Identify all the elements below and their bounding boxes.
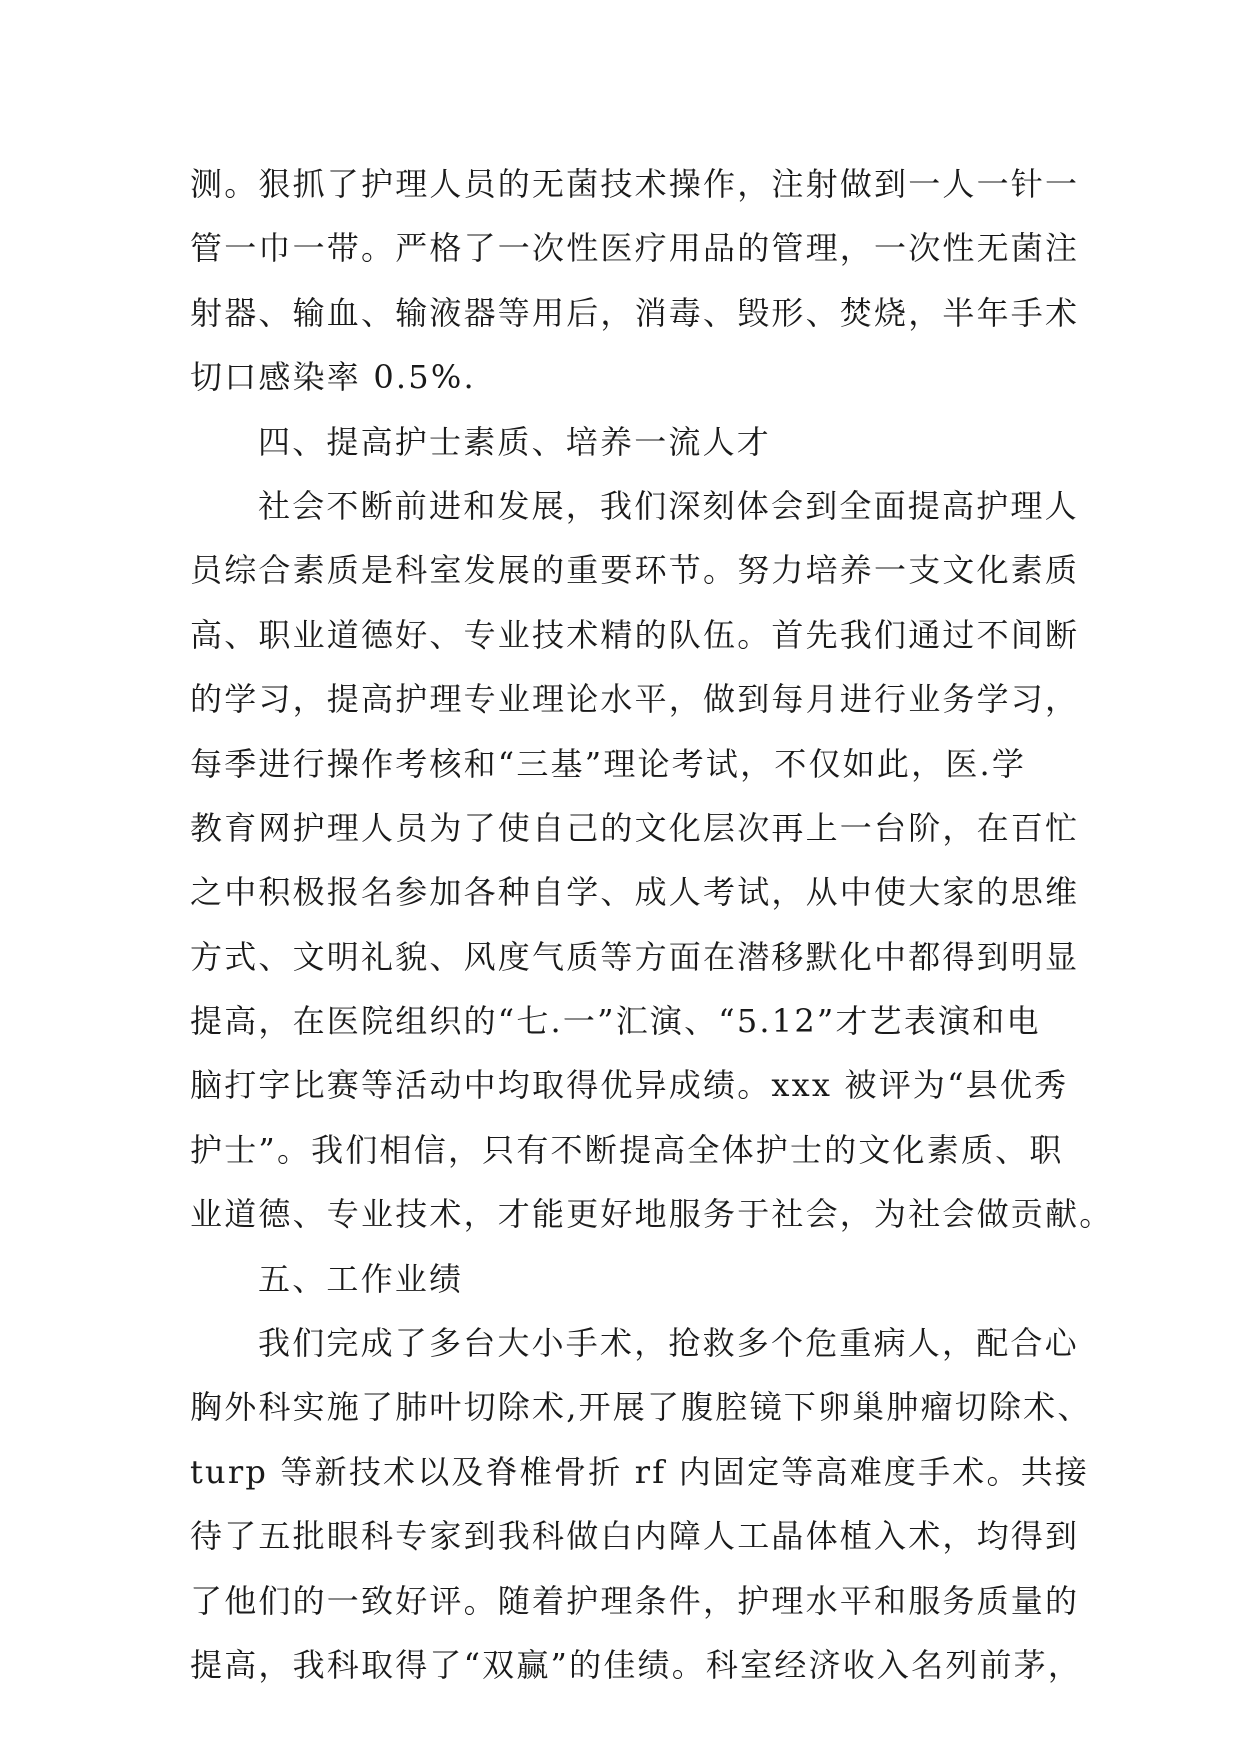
text-line: 的学习，提高护理专业理论水平，做到每月进行业务学习，: [190, 680, 1080, 719]
text-line: 提高，在医院组织的“七.一”汇演、“5.12”才艺表演和电: [190, 1002, 1041, 1041]
text-line: turp 等新技术以及脊椎骨折 rf 内固定等高难度手术。共接: [190, 1452, 1090, 1491]
text-line: 之中积极报名参加各种自学、成人考试，从中使大家的思维: [190, 873, 1080, 912]
text-line: 高、职业道德好、专业技术精的队伍。首先我们通过不间断: [190, 615, 1080, 654]
text-line: 四、提高护士素质、培养一流人才: [258, 422, 772, 461]
text-line: 每季进行操作考核和“三基”理论考试，不仅如此，医.学: [190, 744, 1027, 783]
text-line: 测。狠抓了护理人员的无菌技术操作，注射做到一人一针一: [190, 165, 1080, 203]
text-line: 五、工作业绩: [258, 1259, 464, 1298]
text-line: 业道德、专业技术，才能更好地服务于社会，为社会做贡献。: [190, 1195, 1114, 1234]
text-line: 待了五批眼科专家到我科做白内障人工晶体植入术，均得到: [190, 1517, 1080, 1556]
text-line: 脑打字比赛等活动中均取得优异成绩。xxx 被评为“县优秀: [190, 1066, 1069, 1105]
text-line: 管一巾一带。严格了一次性医疗用品的管理，一次性无菌注: [190, 229, 1080, 268]
text-line: 方式、文明礼貌、风度气质等方面在潜移默化中都得到明显: [190, 937, 1080, 976]
text-line: 员综合素质是科室发展的重要环节。努力培养一支文化素质: [190, 551, 1080, 590]
text-line: 教育网护理人员为了使自己的文化层次再上一台阶，在百忙: [190, 808, 1080, 847]
text-line: 护士”。我们相信，只有不断提高全体护士的文化素质、职: [190, 1130, 1064, 1169]
text-line: 了他们的一致好评。随着护理条件，护理水平和服务质量的: [190, 1581, 1080, 1620]
text-line: 胸外科实施了肺叶切除术,开展了腹腔镜下卵巢肿瘤切除术、: [190, 1388, 1092, 1427]
document-body: [190, 152, 1114, 1697]
text-line: 社会不断前进和发展，我们深刻体会到全面提高护理人: [258, 486, 1079, 525]
text-line: 切口感染率 0.5%.: [190, 358, 476, 397]
text-line: 我们完成了多台大小手术，抢救多个危重病人，配合心: [258, 1324, 1079, 1363]
text-line: 提高，我科取得了“双赢”的佳绩。科室经济收入名列前茅，: [190, 1645, 1083, 1684]
text-line: 射器、输血、输液器等用后，消毒、毁形、焚烧，半年手术: [190, 293, 1080, 332]
